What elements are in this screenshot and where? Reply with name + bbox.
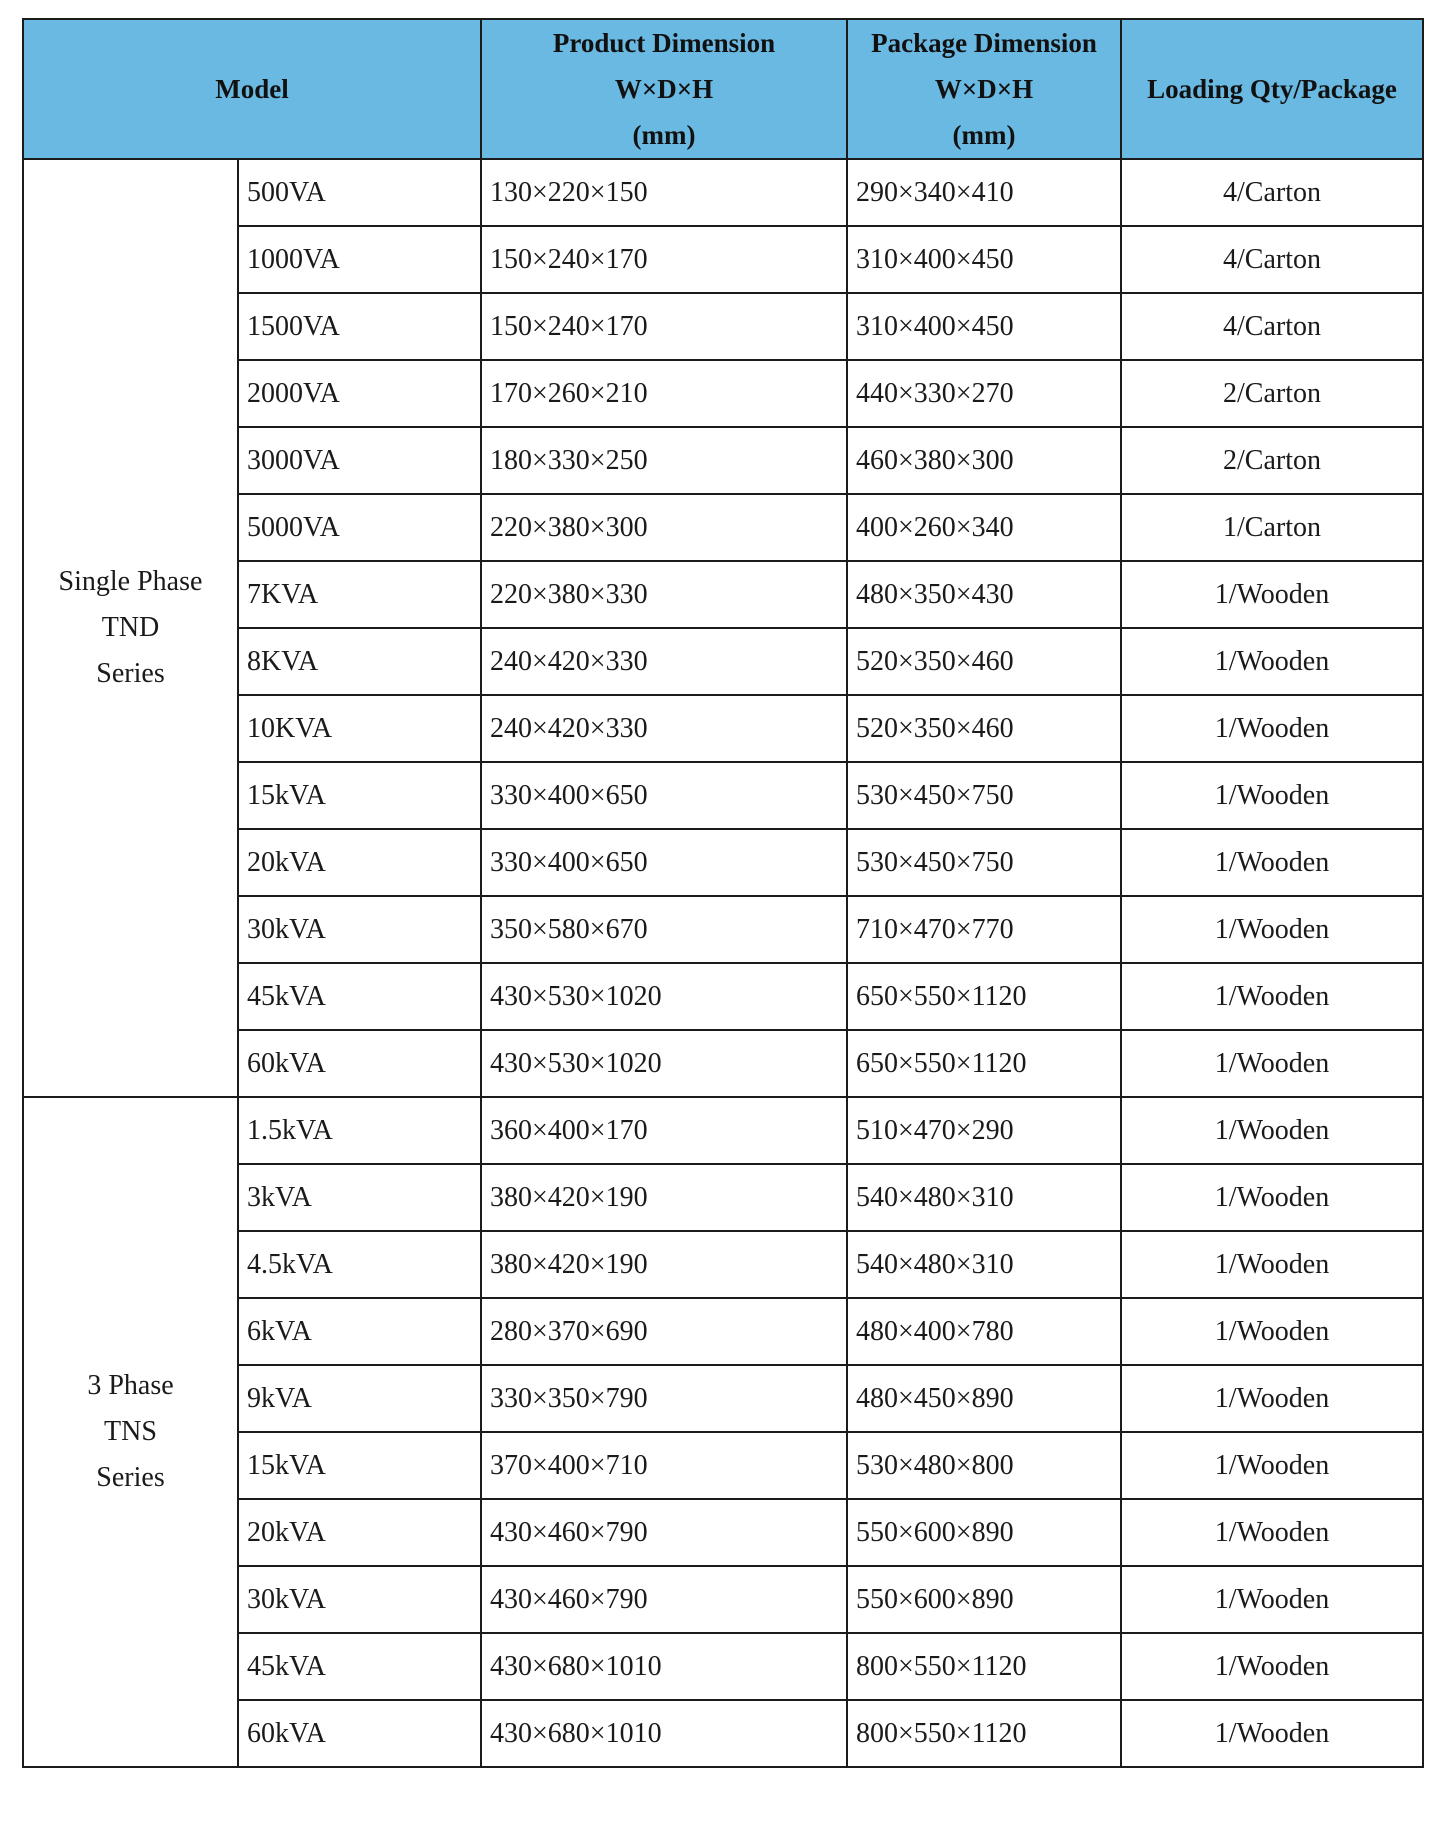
model-cell: 45kVA [238, 963, 481, 1030]
model-cell: 8KVA [238, 628, 481, 695]
header-product-dimension-line: W×D×H [614, 74, 714, 104]
package-dimension-cell: 650×550×1120 [847, 963, 1121, 1030]
loading-qty-cell: 1/Wooden [1121, 1432, 1423, 1499]
product-dimension-cell: 330×400×650 [481, 829, 847, 896]
product-dimension-cell: 380×420×190 [481, 1164, 847, 1231]
product-dimension-cell: 220×380×330 [481, 561, 847, 628]
loading-qty-cell: 1/Wooden [1121, 1499, 1423, 1566]
spec-sheet [22, 18, 1422, 1768]
model-cell: 1000VA [238, 226, 481, 293]
series-label-line: Series [96, 658, 165, 689]
package-dimension-cell: 530×480×800 [847, 1432, 1121, 1499]
header-product-dimension-line: (mm) [632, 120, 696, 150]
model-cell: 15kVA [238, 762, 481, 829]
product-dimension-cell: 150×240×170 [481, 293, 847, 360]
table-body [23, 159, 1423, 1767]
loading-qty-cell: 1/Wooden [1121, 963, 1423, 1030]
package-dimension-cell: 290×340×410 [847, 159, 1121, 226]
series-label [23, 1097, 238, 1767]
loading-qty-cell: 2/Carton [1121, 427, 1423, 494]
header-model: Model [23, 19, 481, 159]
product-dimension-cell: 170×260×210 [481, 360, 847, 427]
package-dimension-cell: 520×350×460 [847, 695, 1121, 762]
loading-qty-cell: 1/Wooden [1121, 1231, 1423, 1298]
package-dimension-cell: 550×600×890 [847, 1499, 1121, 1566]
loading-qty-cell: 1/Wooden [1121, 1097, 1423, 1164]
series-label-line: 3 Phase [87, 1370, 174, 1401]
header-package-dimension-line: Package Dimension [871, 28, 1097, 58]
loading-qty-cell: 1/Wooden [1121, 1030, 1423, 1097]
table-header [23, 19, 1423, 159]
model-cell: 6kVA [238, 1298, 481, 1365]
model-cell: 4.5kVA [238, 1231, 481, 1298]
package-dimension-cell: 310×400×450 [847, 293, 1121, 360]
package-dimension-cell: 530×450×750 [847, 829, 1121, 896]
product-dimension-cell: 430×680×1010 [481, 1700, 847, 1767]
loading-qty-cell: 1/Wooden [1121, 1700, 1423, 1767]
package-dimension-cell: 530×450×750 [847, 762, 1121, 829]
loading-qty-cell: 1/Wooden [1121, 695, 1423, 762]
product-dimension-cell: 360×400×170 [481, 1097, 847, 1164]
model-cell: 9kVA [238, 1365, 481, 1432]
loading-qty-cell: 1/Wooden [1121, 1298, 1423, 1365]
header-package-dimension-line: W×D×H [934, 74, 1034, 104]
model-cell: 30kVA [238, 1566, 481, 1633]
package-dimension-cell: 480×450×890 [847, 1365, 1121, 1432]
header-package-dimension-line: (mm) [952, 120, 1016, 150]
loading-qty-cell: 2/Carton [1121, 360, 1423, 427]
product-dimension-cell: 430×530×1020 [481, 1030, 847, 1097]
series-label [23, 159, 238, 1097]
package-dimension-cell: 800×550×1120 [847, 1700, 1121, 1767]
model-cell: 3kVA [238, 1164, 481, 1231]
header-loading-qty: Loading Qty/Package [1121, 19, 1423, 159]
product-dimension-cell: 150×240×170 [481, 226, 847, 293]
product-dimension-cell: 240×420×330 [481, 628, 847, 695]
loading-qty-cell: 4/Carton [1121, 159, 1423, 226]
product-dimension-cell: 330×400×650 [481, 762, 847, 829]
model-cell: 2000VA [238, 360, 481, 427]
package-dimension-cell: 460×380×300 [847, 427, 1121, 494]
table-row [23, 159, 1423, 226]
package-dimension-cell: 540×480×310 [847, 1164, 1121, 1231]
series-label-line: Series [96, 1462, 165, 1493]
product-dimension-cell: 130×220×150 [481, 159, 847, 226]
loading-qty-cell: 1/Wooden [1121, 628, 1423, 695]
model-cell: 5000VA [238, 494, 481, 561]
model-cell: 45kVA [238, 1633, 481, 1700]
product-dimension-cell: 430×460×790 [481, 1566, 847, 1633]
model-cell: 30kVA [238, 896, 481, 963]
package-dimension-cell: 440×330×270 [847, 360, 1121, 427]
product-dimension-cell: 280×370×690 [481, 1298, 847, 1365]
loading-qty-cell: 1/Wooden [1121, 829, 1423, 896]
product-dimension-cell: 350×580×670 [481, 896, 847, 963]
package-dimension-cell: 480×400×780 [847, 1298, 1121, 1365]
package-dimension-cell: 510×470×290 [847, 1097, 1121, 1164]
table-row [23, 1097, 1423, 1164]
header-row [23, 19, 1423, 159]
loading-qty-cell: 4/Carton [1121, 226, 1423, 293]
header-product-dimension [481, 19, 847, 159]
package-dimension-cell: 480×350×430 [847, 561, 1121, 628]
product-dimension-cell: 430×680×1010 [481, 1633, 847, 1700]
loading-qty-cell: 4/Carton [1121, 293, 1423, 360]
loading-qty-cell: 1/Wooden [1121, 1365, 1423, 1432]
product-dimension-cell: 330×350×790 [481, 1365, 847, 1432]
package-dimension-cell: 520×350×460 [847, 628, 1121, 695]
model-cell: 1.5kVA [238, 1097, 481, 1164]
package-dimension-cell: 540×480×310 [847, 1231, 1121, 1298]
model-cell: 1500VA [238, 293, 481, 360]
package-dimension-cell: 400×260×340 [847, 494, 1121, 561]
model-cell: 20kVA [238, 1499, 481, 1566]
model-cell: 20kVA [238, 829, 481, 896]
package-dimension-cell: 650×550×1120 [847, 1030, 1121, 1097]
loading-qty-cell: 1/Wooden [1121, 1566, 1423, 1633]
package-dimension-cell: 550×600×890 [847, 1566, 1121, 1633]
product-dimension-cell: 240×420×330 [481, 695, 847, 762]
series-label-line: Single Phase [58, 566, 203, 597]
product-dimension-cell: 220×380×300 [481, 494, 847, 561]
loading-qty-cell: 1/Wooden [1121, 762, 1423, 829]
product-dimension-cell: 180×330×250 [481, 427, 847, 494]
header-package-dimension [847, 19, 1121, 159]
product-dimension-cell: 430×530×1020 [481, 963, 847, 1030]
model-cell: 60kVA [238, 1030, 481, 1097]
loading-qty-cell: 1/Carton [1121, 494, 1423, 561]
model-cell: 7KVA [238, 561, 481, 628]
package-dimension-cell: 710×470×770 [847, 896, 1121, 963]
package-dimension-cell: 800×550×1120 [847, 1633, 1121, 1700]
product-dimension-cell: 430×460×790 [481, 1499, 847, 1566]
product-dimension-cell: 370×400×710 [481, 1432, 847, 1499]
series-label-line: TNS [104, 1416, 157, 1447]
model-cell: 500VA [238, 159, 481, 226]
series-label-line: TND [101, 612, 160, 643]
header-product-dimension-line: Product Dimension [552, 28, 776, 58]
product-dimension-cell: 380×420×190 [481, 1231, 847, 1298]
model-cell: 60kVA [238, 1700, 481, 1767]
model-cell: 10KVA [238, 695, 481, 762]
loading-qty-cell: 1/Wooden [1121, 561, 1423, 628]
loading-qty-cell: 1/Wooden [1121, 896, 1423, 963]
loading-qty-cell: 1/Wooden [1121, 1633, 1423, 1700]
package-dimension-cell: 310×400×450 [847, 226, 1121, 293]
loading-qty-cell: 1/Wooden [1121, 1164, 1423, 1231]
model-cell: 3000VA [238, 427, 481, 494]
dimension-table [22, 18, 1424, 1768]
model-cell: 15kVA [238, 1432, 481, 1499]
